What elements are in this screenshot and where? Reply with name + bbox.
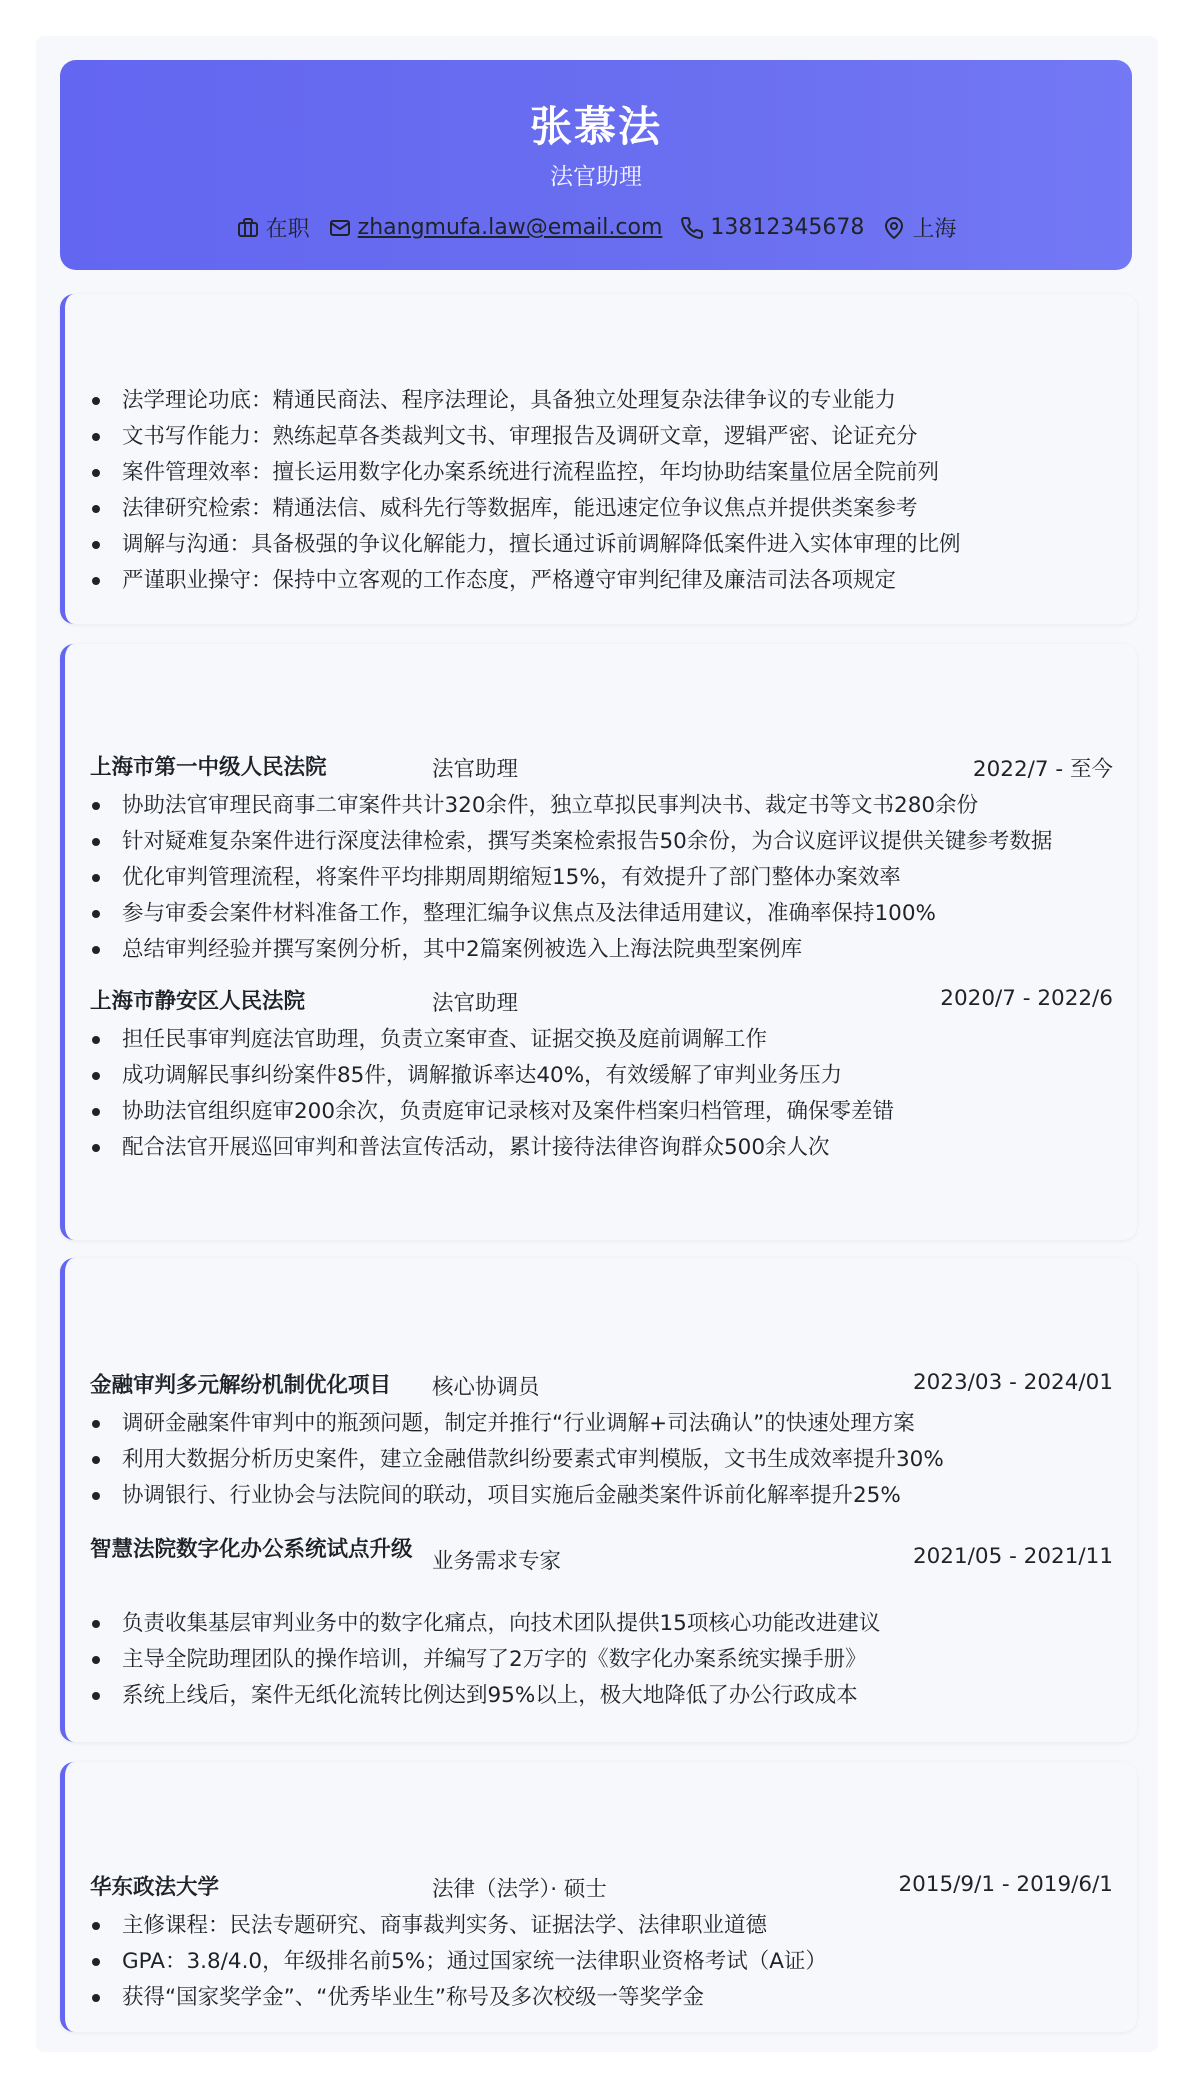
project-points [65,1606,1137,1714]
education-points [65,1908,1137,2016]
list-item: 针对疑难复杂案件进行深度法律检索，撰写类案检索报告50余份，为合议庭评议提供关键参考数据 [122,824,1097,860]
work-entry-header [90,978,1113,1022]
list-item: 成功调解民事纠纷案件85件，调解撤诉率达40%，有效缓解了审判业务压力 [122,1058,1137,1094]
list-item: 利用大数据分析历史案件，建立金融借款纠纷要素式审判模版，文书生成效率提升30% [122,1442,1137,1478]
list-item: 严谨职业操守：保持中立客观的工作态度，严格遵守审判纪律及廉洁司法各项规定 [122,563,961,599]
list-item: 协助法官审理民商事二审案件共计320余件，独立草拟民事判决书、裁定书等文书280余份 [122,788,1097,824]
date-range: 2021/05 - 2021/11 [912,1544,1113,1569]
organization-name: 上海市静安区人民法院 [90,989,306,1014]
contact-email[interactable] [328,212,663,243]
date-range: 2023/03 - 2024/01 [912,1370,1113,1395]
location-text: 上海 [912,217,957,242]
project-name: 智慧法院数字化办公系统试点升级 [90,1537,413,1562]
list-item: 优化审判管理流程，将案件平均排期周期缩短15%，有效提升了部门整体办案效率 [122,860,1097,896]
list-item: 文书写作能力：熟练起草各类裁判文书、审理报告及调研文章，逻辑严密、论证充分 [122,419,961,455]
organization-name: 上海市第一中级人民法院 [90,755,327,780]
school-name: 华东政法大学 [90,1875,220,1900]
phone-icon [680,216,704,240]
candidate-name: 张慕法 [529,102,662,151]
list-item: 案件管理效率：擅长运用数字化办案系统进行流程监控，年均协助结案量位居全院前列 [122,455,961,491]
education-section [60,1762,1137,2032]
list-item: 主修课程：民法专题研究、商事裁判实务、证据法学、法律职业道德 [122,1908,1137,1944]
list-item: 法学理论功底：精通民商法、程序法理论，具备独立处理复杂法律争议的专业能力 [122,383,961,419]
list-item: 主导全院助理团队的操作培训，并编写了2万字的《数字化办案系统实操手册》 [122,1642,1137,1678]
role-title: 法官助理 [432,991,519,1016]
list-item: 总结审判经验并撰写案例分析，其中2篇案例被选入上海法院典型案例库 [122,932,1097,968]
project-name: 金融审判多元解纷机制优化项目 [90,1373,392,1398]
skills-section [60,294,1137,624]
list-item: 获得“国家奖学金”、“优秀毕业生”称号及多次校级一等奖学金 [122,1980,1137,2016]
job-title: 法官助理 [550,164,642,190]
degree: 法律（法学）· 硕士 [432,1877,607,1902]
project-entry-header [90,1362,1113,1406]
list-item: 协调银行、行业协会与法院间的联动，项目实施后金融类案件诉前化解率提升25% [122,1478,1137,1514]
skills-list [65,383,961,599]
list-item: 参与审委会案件材料准备工作，整理汇编争议焦点及法律适用建议，准确率保持100% [122,896,1097,932]
contact-status [236,212,310,243]
role-title: 法官助理 [432,757,519,782]
role-title: 核心协调员 [432,1375,540,1400]
list-item: 负责收集基层审判业务中的数字化痛点，向技术团队提供15项核心功能改进建议 [122,1606,1137,1642]
projects-section [60,1258,1137,1742]
role-title: 业务需求专家 [432,1549,562,1574]
list-item: 担任民事审判庭法官助理，负责立案审查、证据交换及庭前调解工作 [122,1022,1137,1058]
project-entry-header [90,1526,1113,1606]
project-points [65,1406,1137,1514]
list-item: 法律研究检索：精通法信、威科先行等数据库，能迅速定位争议焦点并提供类案参考 [122,491,961,527]
contact-location [882,212,956,243]
work-experience-section [60,644,1137,1240]
resume-header [60,60,1132,270]
date-range: 2020/7 - 2022/6 [940,986,1113,1011]
email-link[interactable]: zhangmufa.law@email.com [357,215,663,240]
resume-page [36,36,1158,2052]
education-entry-header [90,1864,1113,1908]
mail-icon [328,216,352,240]
briefcase-icon [236,216,260,240]
date-range: 2022/7 - 至今 [972,757,1113,782]
date-range: 2015/9/1 - 2019/6/1 [898,1872,1113,1897]
list-item: 调解与沟通：具备极强的争议化解能力，擅长通过诉前调解降低案件进入实体审理的比例 [122,527,961,563]
work-points [65,788,1137,968]
list-item: 调研金融案件审判中的瓶颈问题，制定并推行“行业调解+司法确认”的快速处理方案 [122,1406,1137,1442]
list-item: 配合法官开展巡回审判和普法宣传活动，累计接待法律咨询群众500余人次 [122,1130,1137,1166]
location-pin-icon [882,216,906,240]
list-item: 系统上线后，案件无纸化流转比例达到95%以上，极大地降低了办公行政成本 [122,1678,1137,1714]
list-item: 协助法官组织庭审200余次，负责庭审记录核对及案件档案归档管理，确保零差错 [122,1094,1137,1130]
phone-text: 13812345678 [710,215,865,240]
contact-bar [60,212,1132,243]
contact-phone [680,212,864,243]
status-text: 在职 [265,217,310,242]
work-points [65,1022,1137,1166]
list-item: GPA：3.8/4.0，年级排名前5%；通过国家统一法律职业资格考试（A证） [122,1944,1137,1980]
work-entry-header [90,744,1113,788]
